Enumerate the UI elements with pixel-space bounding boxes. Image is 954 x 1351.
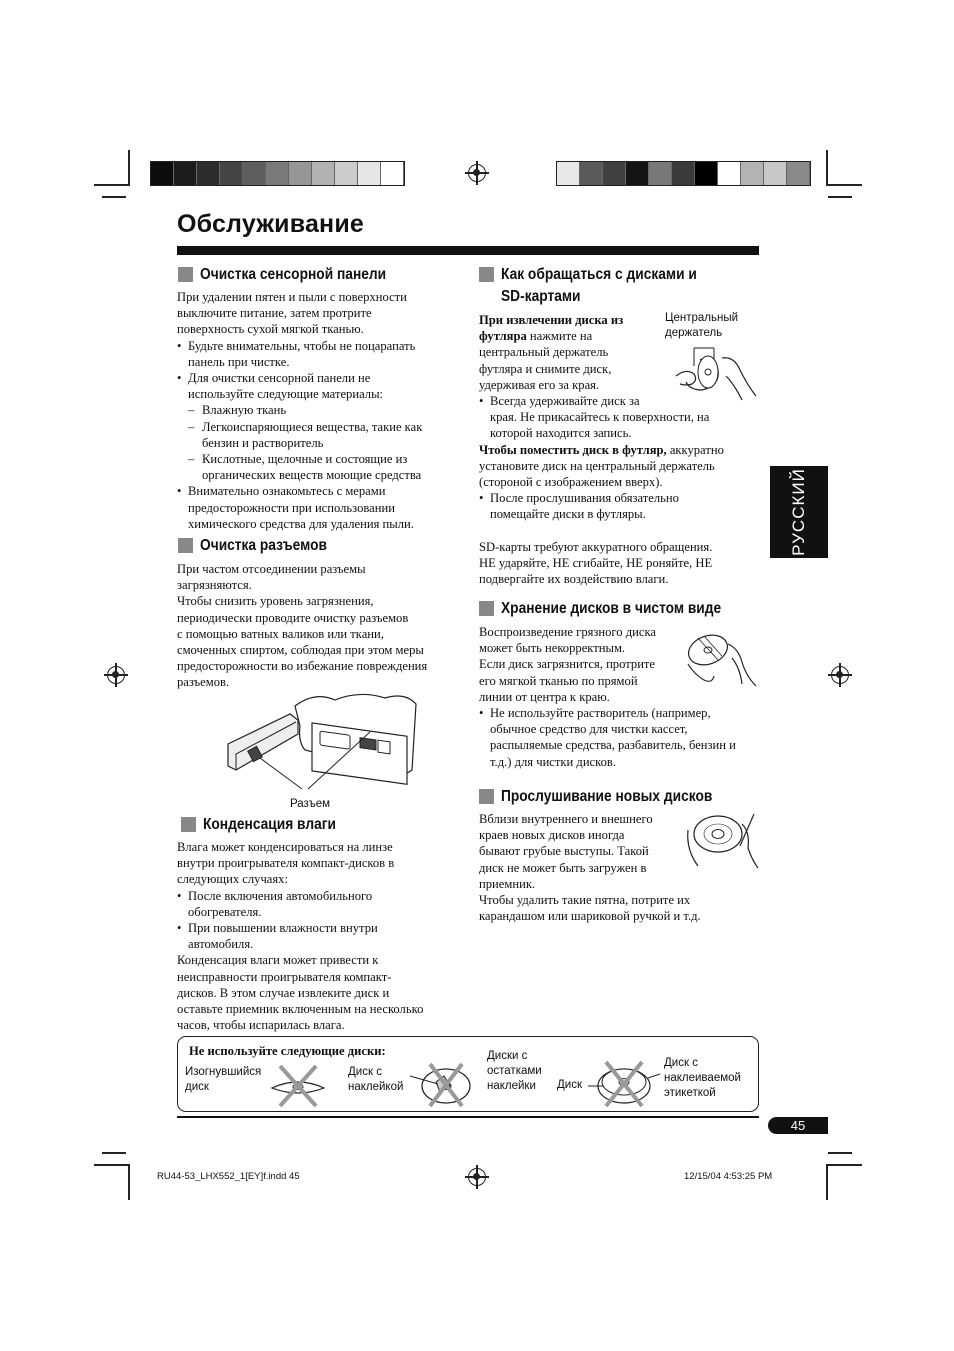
list-item: • После включения автомобильного обогревателя. — [177, 888, 462, 920]
section-heading-handling: Как обращаться с дисками и SD-картами — [479, 264, 729, 308]
color-swatch — [741, 162, 764, 185]
bottom-rule — [177, 1116, 759, 1118]
sticker-disc-label: Диск с наклейкой — [348, 1066, 404, 1093]
crop-mark — [94, 184, 130, 186]
language-tab — [770, 466, 828, 558]
condensation-text: Влага может конденсироваться на линзе внутри проигрывателя компакт-дисков в следующих случаях: • После включения автомобильного обогревателя. • При повышении влажности внутри автомобиля. Конденсация влаги может привести к неисправности проигрывателя компакт- дисков. В этом случае извлеките диск и оставьте приемник включенным на несколько часов, чтобы испарилась влага. — [177, 839, 462, 1033]
section-heading-condensation: Конденсация влаги — [181, 814, 358, 836]
heading-square-icon — [479, 601, 494, 616]
wiping-disc-illustration — [684, 628, 760, 688]
footer-timestamp: 12/15/04 4:53:25 PM — [684, 1171, 773, 1182]
color-swatch — [312, 162, 335, 185]
heading-square-icon — [479, 267, 494, 282]
disc-label: Диск — [557, 1079, 582, 1091]
color-swatch — [557, 162, 580, 185]
color-swatch — [718, 162, 741, 185]
color-bar-right — [556, 161, 811, 186]
color-bar-left — [150, 161, 405, 186]
connector-figure-label: Разъем — [290, 798, 331, 810]
residue-disc-label: Диски с остатками наклейки — [487, 1050, 542, 1092]
list-item: – Легкоиспаряющиеся вещества, такие как бензин и растворитель — [177, 419, 457, 451]
color-swatch — [266, 162, 289, 185]
list-item: • Всегда удерживайте диск за края. Не прикасайтесь к поверхности, на которой находится запись. — [479, 393, 764, 442]
new-disc-illustration — [684, 810, 760, 872]
crop-mark — [128, 150, 130, 186]
crop-mark — [826, 150, 828, 186]
color-swatch — [174, 162, 197, 185]
heading-square-icon — [181, 817, 196, 832]
labeled-disc-icon — [588, 1060, 660, 1108]
list-item: • При повышении влажности внутри автомобиля. — [177, 920, 462, 952]
cleaning-connector-text: При частом отсоединении разъемы загрязняются. Чтобы снизить уровень загрязнения, периодически проводите очистку разъемов с помощью ватных валиков или ткани, смоченных спиртом, соблюдая при этом меры предосторожности во избежание повреждения разъемов. — [177, 562, 428, 690]
label-disc-label: Диск с наклеиваемой этикеткой — [664, 1057, 741, 1099]
color-swatch — [289, 162, 312, 185]
crop-mark — [94, 1164, 130, 1166]
warning-heading: Не используйте следующие диски: — [189, 1044, 386, 1058]
list-item: • Внимательно ознакомьтесь с мерами предосторожности при использовании химического средства для удаления пыли. — [177, 483, 457, 532]
cleaning-panel-text: При удалении пятен и пыли с поверхности выключите питание, затем протрите поверхность сухой мягкой тканью. • Будьте внимательны, чтобы не поцарапать панель при чистке. • Для очистки сенсорной панели не используйте следующие материалы: – Влажную ткань – Легкоиспаряющиеся вещества, такие как бензин и растворитель – Кислотные, щелочные и состоящие из органических веществ моющие средства • Внимательно ознакомьтесь с мерами предосторожности при использовании химического средства для удаления пыли. — [177, 289, 457, 532]
section-heading-cleaning-connector: Очистка разъемов — [178, 535, 348, 557]
crop-mark — [102, 196, 126, 198]
registration-mark — [468, 1168, 486, 1186]
color-swatch — [220, 162, 243, 185]
new-discs-text: Вблизи внутреннего и внешнего краев новых дисков иногда бывают грубые выступы. Такой диск не может быть загружен в приемник. Чтобы удалить такие пятна, потрите их карандашом или шариковой ручкой и т.д. — [479, 812, 701, 924]
language-tab-label: РУССКИЙ — [789, 468, 808, 556]
section-heading-cleaning-panel: Очистка сенсорной панели — [178, 264, 416, 286]
color-swatch — [649, 162, 672, 185]
heading-square-icon — [178, 538, 193, 553]
color-swatch — [764, 162, 787, 185]
list-item: • После прослушивания обязательно помещайте диски в футляры. — [479, 490, 764, 522]
crop-mark — [826, 184, 862, 186]
color-swatch — [603, 162, 626, 185]
section-heading-new-discs: Прослушивание новых дисков — [479, 786, 747, 808]
sticker-disc-icon — [410, 1062, 474, 1108]
registration-mark — [468, 164, 486, 182]
registration-mark — [107, 666, 125, 684]
page-title: Обслуживание — [177, 210, 365, 238]
section-heading-keep-clean: Хранение дисков в чистом виде — [479, 598, 757, 620]
color-swatch — [626, 162, 649, 185]
list-item: • Не используйте растворитель (например, обычное средство для чистки кассет, распыляемые средства, разбавитель, бензин и т.д.) для чистки дисков. — [479, 705, 764, 770]
list-item: – Кислотные, щелочные и состоящие из органических веществ моющие средства — [177, 451, 457, 483]
heading-square-icon — [178, 267, 193, 282]
list-item: • Для очистки сенсорной панели не используйте следующие материалы: — [177, 370, 457, 402]
color-swatch — [243, 162, 266, 185]
handling-text: При извлечении диска из футляра нажмите на центральный держатель футляра и снимите диск, удерживая его за края. • Всегда удерживайте диск за края. Не прикасайтесь к поверхности, на которой находится запись. Чтобы поместить диск в футляр, аккуратно установите диск на центральный держатель (стороной с изображением вверх). • После прослушивания обязательно помещайте диски в футляры. SD-карты требуют аккуратного обращения. НЕ ударяйте, НЕ сгибайте, НЕ роняйте, НЕ подвергайте их воздействию влаги. — [479, 312, 764, 587]
title-rule — [177, 246, 759, 255]
color-swatch — [672, 162, 695, 185]
crop-mark — [826, 1164, 828, 1200]
color-swatch — [151, 162, 174, 185]
footer-file: RU44-53_LHX552_1[EY]f.indd 45 — [157, 1171, 300, 1182]
list-item: • Будьте внимательны, чтобы не поцарапать панель при чистке. — [177, 338, 457, 370]
disc-case-illustration — [672, 346, 758, 406]
color-swatch — [358, 162, 381, 185]
color-swatch — [197, 162, 220, 185]
color-swatch — [335, 162, 358, 185]
connector-illustration — [220, 686, 425, 798]
registration-mark — [831, 666, 849, 684]
warped-disc-icon — [270, 1064, 326, 1108]
color-swatch — [695, 162, 718, 185]
list-item: – Влажную ткань — [177, 402, 457, 418]
crop-mark — [828, 1152, 852, 1154]
crop-mark — [828, 196, 852, 198]
center-holder-label: Центральный держатель — [665, 312, 739, 339]
color-swatch — [787, 162, 810, 185]
crop-mark — [102, 1152, 126, 1154]
warped-disc-label: Изогнувшийся диск — [185, 1066, 262, 1093]
heading-square-icon — [479, 789, 494, 804]
keep-clean-text: Воспроизведение грязного диска может быть некорректным. Если диск загрязнится, протрите его мягкой тканью по прямой линии от центра к краю. • Не используйте растворитель (например, обычное средство для чистки кассет, распыляемые средства, разбавитель, бензин и т.д.) для чистки дисков. — [479, 624, 764, 770]
color-swatch — [381, 162, 404, 185]
crop-mark — [128, 1164, 130, 1200]
color-swatch — [580, 162, 603, 185]
crop-mark — [826, 1164, 862, 1166]
page-number: 45 — [768, 1117, 828, 1134]
